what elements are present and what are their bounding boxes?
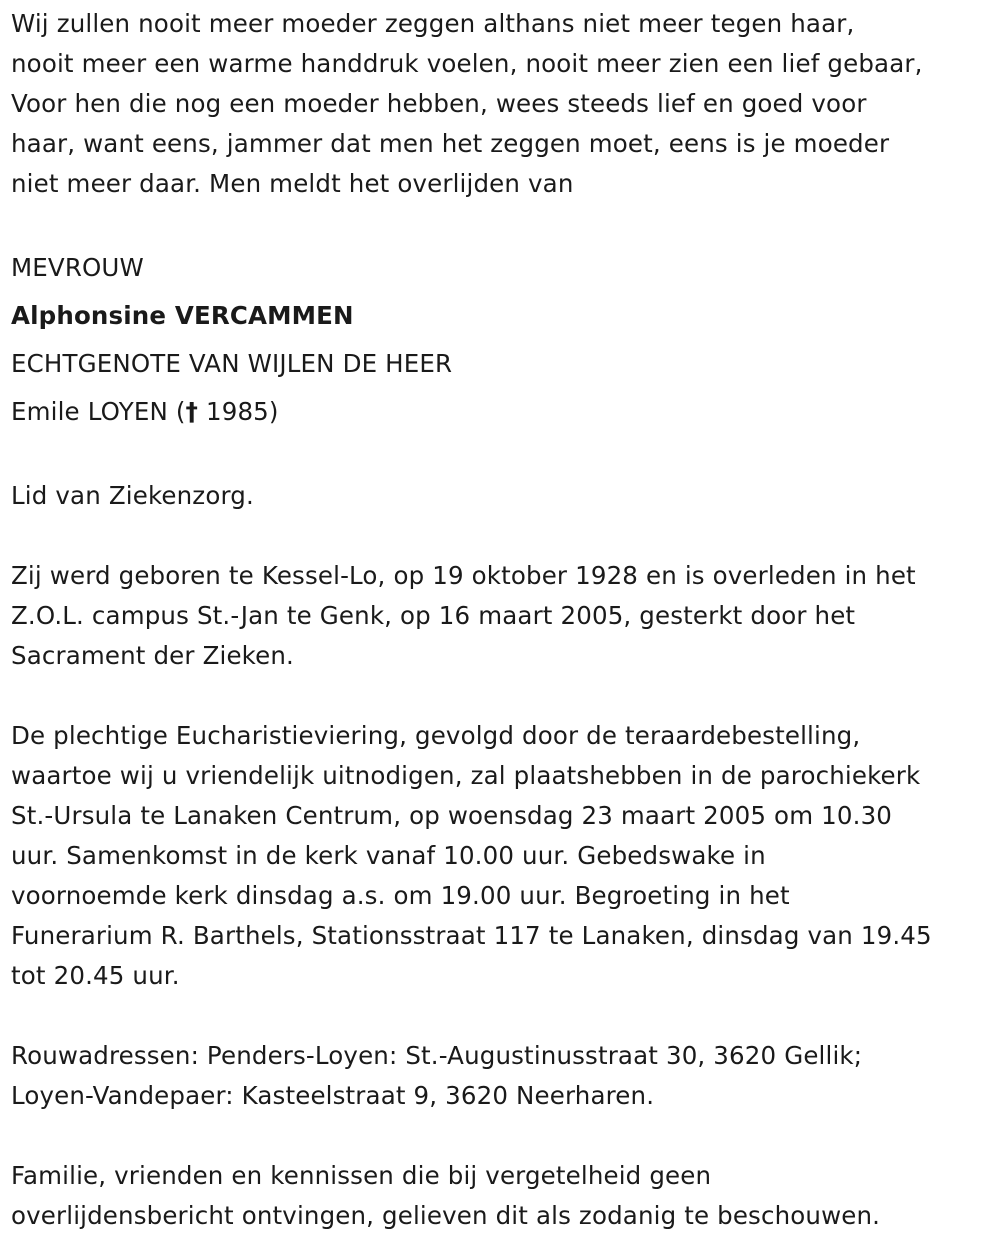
ceremony-line: Funerarium R. Barthels, Stationsstraat 117 te Lanaken, dinsdag van 19.45 <box>11 921 932 950</box>
ceremony-line: St.-Ursula te Lanaken Centrum, op woensdag 23 maart 2005 om 10.30 <box>11 801 893 830</box>
spouse-year: 1985) <box>198 397 279 426</box>
spacer <box>11 204 995 244</box>
membership-paragraph <box>11 476 995 516</box>
ceremony-paragraph <box>11 716 995 996</box>
ceremony-line: tot 20.45 uur. <box>11 961 180 990</box>
spacer <box>11 676 995 716</box>
title-label: MEVROUW <box>11 253 144 282</box>
obituary-text <box>11 4 995 1236</box>
ceremony-line: waartoe wij u vriendelijk uitnodigen, zal plaatshebben in de parochiekerk <box>11 761 921 790</box>
membership-line: Lid van Ziekenzorg. <box>11 481 254 510</box>
address-line: Loyen-Vandepaer: Kasteelstraat 9, 3620 Neerharen. <box>11 1081 655 1110</box>
deceased-header <box>11 244 995 436</box>
spouse-line <box>11 388 995 436</box>
spacer <box>11 436 995 476</box>
spacer <box>11 516 995 556</box>
addresses-paragraph <box>11 1036 995 1116</box>
intro-line: niet meer daar. Men meldt het overlijden van <box>11 169 574 198</box>
birth-death-line: Z.O.L. campus St.-Jan te Genk, op 16 maart 2005, gesterkt door het <box>11 601 856 630</box>
birth-death-line: Zij werd geboren te Kessel-Lo, op 19 oktober 1928 en is overleden in het <box>11 561 916 590</box>
intro-line: Voor hen die nog een moeder hebben, wees steeds lief en goed voor <box>11 89 867 118</box>
cross-icon: † <box>185 397 199 426</box>
spacer <box>11 996 995 1036</box>
intro-line: Wij zullen nooit meer moeder zeggen althans niet meer tegen haar, <box>11 9 855 38</box>
closing-paragraph <box>11 1156 995 1236</box>
closing-line: overlijdensbericht ontvingen, gelieven dit als zodanig te beschouwen. <box>11 1201 881 1230</box>
intro-line: nooit meer een warme handdruk voelen, nooit meer zien een lief gebaar, <box>11 49 923 78</box>
ceremony-line: uur. Samenkomst in de kerk vanaf 10.00 uur. Gebedswake in <box>11 841 766 870</box>
spouse-label: ECHTGENOTE VAN WIJLEN DE HEER <box>11 349 453 378</box>
address-line: Rouwadressen: Penders-Loyen: St.-Augustinusstraat 30, 3620 Gellik; <box>11 1041 863 1070</box>
ceremony-line: De plechtige Eucharistieviering, gevolgd door de teraardebestelling, <box>11 721 861 750</box>
spacer <box>11 1116 995 1156</box>
intro-line: haar, want eens, jammer dat men het zeggen moet, eens is je moeder <box>11 129 890 158</box>
birth-death-paragraph <box>11 556 995 676</box>
ceremony-line: voornoemde kerk dinsdag a.s. om 19.00 uur. Begroeting in het <box>11 881 790 910</box>
closing-line: Familie, vrienden en kennissen die bij vergetelheid geen <box>11 1161 712 1190</box>
deceased-name: Alphonsine VERCAMMEN <box>11 301 354 330</box>
intro-poem <box>11 4 995 204</box>
birth-death-line: Sacrament der Zieken. <box>11 641 294 670</box>
spouse-name: Emile LOYEN ( <box>11 397 186 426</box>
